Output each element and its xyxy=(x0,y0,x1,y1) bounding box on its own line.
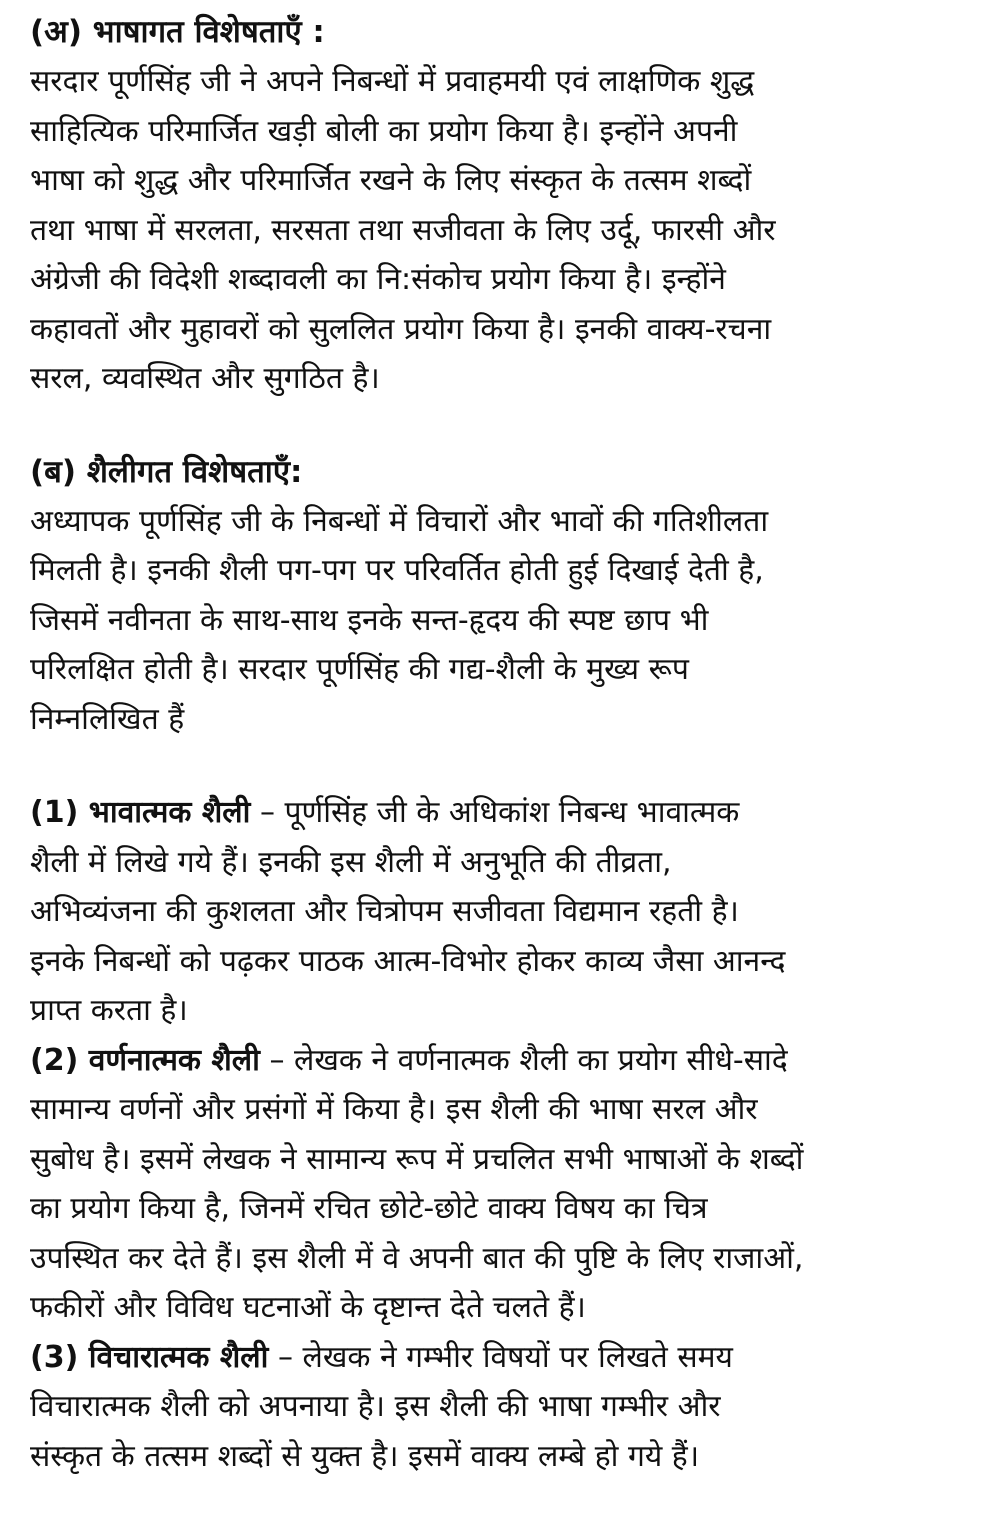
style-2-paragraph xyxy=(30,1036,964,1333)
paragraph-line: उपस्थित कर देते हैं। इस शैली में वे अपनी बात की पुष्टि के लिए राजाओं, xyxy=(30,1240,804,1276)
style-1-paragraph xyxy=(30,788,964,1036)
style-1-intro: – पूर्णसिंह जी के अधिकांश निबन्ध भावात्मक xyxy=(250,795,740,830)
spacer xyxy=(30,404,964,448)
style-1-title: (1) भावात्मक शैली xyxy=(30,795,251,830)
paragraph-line: सरल, व्यवस्थित और सुगठित है। xyxy=(30,361,380,396)
style-2-title: (2) वर्णनात्मक शैली xyxy=(30,1042,260,1078)
paragraph-line: जिसमें नवीनता के साथ-साथ इनके सन्त-हृदय की स्पष्ट छाप भी xyxy=(30,602,709,638)
paragraph-line: विचारात्मक शैली को अपनाया है। इस शैली की भाषा गम्भीर और xyxy=(30,1389,721,1424)
paragraph-line: अंग्रेजी की विदेशी शब्दावली का नि:संकोच प्रयोग किया है। इन्होंने xyxy=(30,262,726,297)
paragraph-line: प्राप्त करता है। xyxy=(30,993,188,1028)
style-2-intro: – लेखक ने वर्णनात्मक शैली का प्रयोग सीधे-सादे xyxy=(259,1042,788,1078)
paragraph-line: सुबोध है। इसमें लेखक ने सामान्य रूप में प्रचलित सभी भाषाओं के शब्दों xyxy=(30,1141,804,1177)
paragraph-line: संस्कृत के तत्सम शब्दों से युक्त है। इसमें वाक्य लम्बे हो गये हैं। xyxy=(30,1438,700,1474)
paragraph-line: परिलक्षित होती है। सरदार पूर्णसिंह की गद्य-शैली के मुख्य रूप xyxy=(30,652,689,687)
paragraph-line: फकीरों और विविध घटनाओं के दृष्टान्त देते चलते हैं। xyxy=(30,1290,586,1325)
spacer xyxy=(30,744,964,788)
paragraph-line: अभिव्यंजना की कुशलता और चित्रोपम सजीवता विद्यमान रहती है। xyxy=(30,894,739,929)
paragraph-line: भाषा को शुद्ध और परिमार्जित रखने के लिए संस्कृत के तत्सम शब्दों xyxy=(30,163,752,198)
section-b-paragraph xyxy=(30,497,964,745)
paragraph-line: का प्रयोग किया है, जिनमें रचित छोटे-छोटे वाक्य विषय का चित्र xyxy=(30,1191,708,1226)
style-3-title: (3) विचारात्मक शैली xyxy=(30,1339,269,1375)
paragraph-line xyxy=(30,1036,964,1086)
paragraph-line: साहित्यिक परिमार्जित खड़ी बोली का प्रयोग किया है। इन्होंने अपनी xyxy=(30,113,738,149)
paragraph-line: तथा भाषा में सरलता, सरसता तथा सजीवता के लिए उर्दू, फारसी और xyxy=(30,212,776,248)
section-b-heading: (ब) शैलीगत विशेषताएँ: xyxy=(30,453,303,490)
paragraph-line: मिलती है। इनकी शैली पग-पग पर परिवर्तित होती हुई दिखाई देती है, xyxy=(30,553,764,588)
style-3-intro: – लेखक ने गम्भीर विषयों पर लिखते समय xyxy=(268,1339,733,1375)
paragraph-line xyxy=(30,1333,964,1383)
paragraph-line xyxy=(30,788,964,838)
section-a-paragraph xyxy=(30,57,964,404)
paragraph-line: कहावतों और मुहावरों को सुललित प्रयोग किया है। इनकी वाक्य-रचना xyxy=(30,311,772,347)
paragraph-line: अध्यापक पूर्णसिंह जी के निबन्धों में विचारों और भावों की गतिशीलता xyxy=(30,503,769,539)
paragraph-line: इनके निबन्धों को पढ़कर पाठक आत्म-विभोर होकर काव्य जैसा आनन्द xyxy=(30,943,786,979)
paragraph-line: सरदार पूर्णसिंह जी ने अपने निबन्धों में प्रवाहमयी एवं लाक्षणिक शुद्ध xyxy=(30,64,755,99)
style-3-paragraph xyxy=(30,1333,964,1482)
paragraph-line: निम्नलिखित हैं xyxy=(30,701,185,737)
section-a-heading: (अ) भाषागत विशेषताएँ : xyxy=(30,14,325,50)
paragraph-line: शैली में लिखे गये हैं। इनकी इस शैली में अनुभूति की तीव्रता, xyxy=(30,844,672,880)
paragraph-line: सामान्य वर्णनों और प्रसंगों में किया है। इस शैली की भाषा सरल और xyxy=(30,1092,758,1127)
